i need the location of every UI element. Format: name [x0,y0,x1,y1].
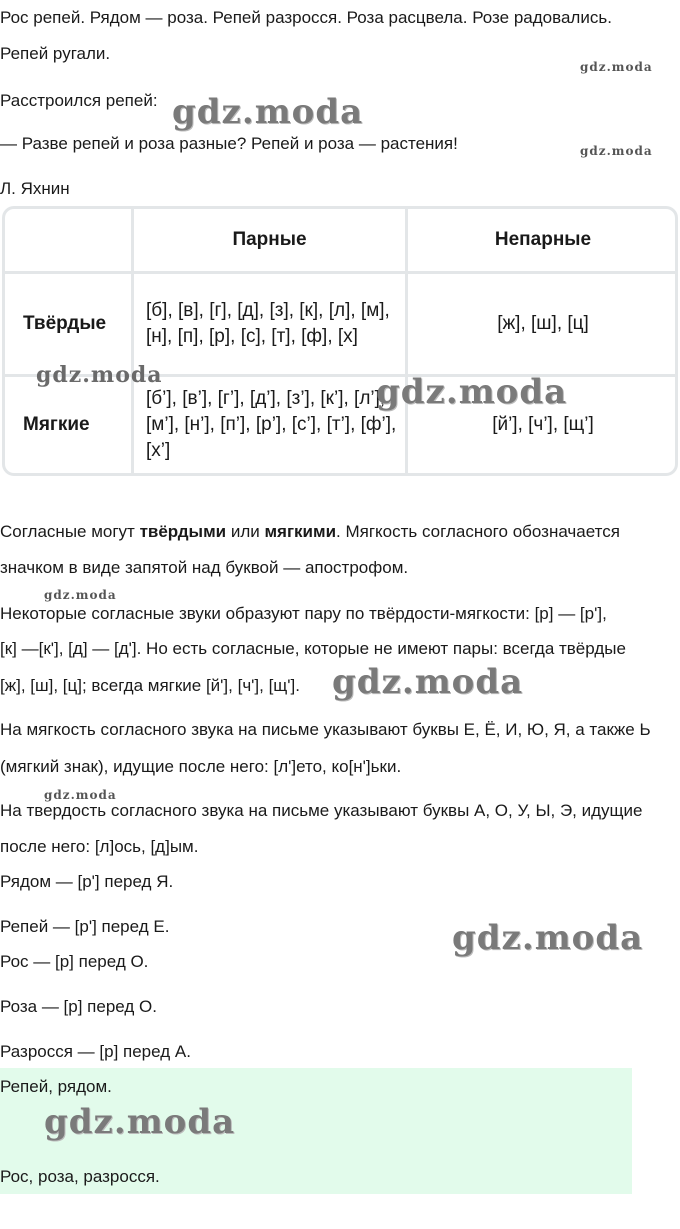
watermark: gdz.moda [44,788,117,802]
watermark: gdz.moda [44,1102,236,1142]
analysis-line: Репей — [р'] перед Е. [0,917,170,936]
soft-unpaired-cell: [й’], [ч’], [щ’] [492,414,594,435]
column-header-paired: Парные [232,229,307,250]
theory-p4-line2: после него: [л]ось, [д]ым. [0,837,199,856]
consonant-table [2,206,678,476]
analysis-line: Рядом — [р'] перед Я. [0,872,174,891]
story-line-2: Репей ругали. [0,44,111,63]
analysis-line: Разросся — [р] перед А. [0,1042,191,1061]
theory-p1-line2: значком в виде запятой над буквой — апострофом. [0,558,409,577]
answer-hard-words: Рос, роза, разросся. [0,1167,160,1186]
column-header-unpaired: Непарные [494,229,592,250]
story-line-1: Рос репей. Рядом — роза. Репей разросся. Роза расцвела. Розе радовались. [0,8,612,27]
theory-p2-line1: Некоторые согласные звуки образуют пару по твёрдости-мягкости: [р] — [р'], [0,604,607,623]
story-line-3: Расстроился репей: [0,91,158,110]
watermark: gdz.moda [172,92,364,132]
hard-unpaired-cell: [ж], [ш], [ц] [497,313,589,334]
theory-p2-line2: [к] —[к'], [д] — [д']. Но есть согласные, которые не имеют пары: всегда твёрдые [0,639,626,658]
hard-paired-cell: [б], [в], [г], [д], [з], [к], [л], [м], [н], [п], [р], [с], [т], [ф], [х] [146,300,390,347]
story-line-4: — Разве репей и роза разные? Репей и роза — растения! [0,134,458,153]
row-header-hard: Твёрдые [23,313,107,334]
soft-paired-cell: [б’], [в’], [г’], [д’], [з’], [к’], [л’], [м’], [н’], [п’], [р’], [с’], [т’], [ф’], [х’] [146,388,397,461]
row-header-soft: Мягкие [23,414,90,435]
watermark: gdz.moda [452,918,644,958]
watermark: gdz.moda [580,144,653,158]
answer-soft-words: Репей, рядом. [0,1077,112,1096]
analysis-line: Рос — [р] перед О. [0,952,149,971]
theory-p1-line1: Согласные могут твёрдыми или мягкими. Мягкость согласного обозначается [0,522,620,541]
watermark: gdz.moda [376,372,568,412]
theory-p4-line1: На твердость согласного звука на письме указывают буквы А, О, У, Ы, Э, идущие [0,801,643,820]
theory-p2-line3: [ж], [ш], [ц]; всегда мягкие [й'], [ч'], [щ']. [0,676,300,695]
watermark: gdz.moda [36,362,163,388]
story-author: Л. Яхнин [0,179,70,198]
theory-p3-line1: На мягкость согласного звука на письме указывают буквы Е, Ё, И, Ю, Я, а также Ь [0,720,651,739]
watermark: gdz.moda [44,588,117,602]
watermark: gdz.moda [580,60,653,74]
theory-p3-line2: (мягкий знак), идущие после него: [л']ето, ко[н']ьки. [0,757,402,776]
analysis-line: Роза — [р] перед О. [0,997,157,1016]
watermark: gdz.moda [332,662,524,702]
